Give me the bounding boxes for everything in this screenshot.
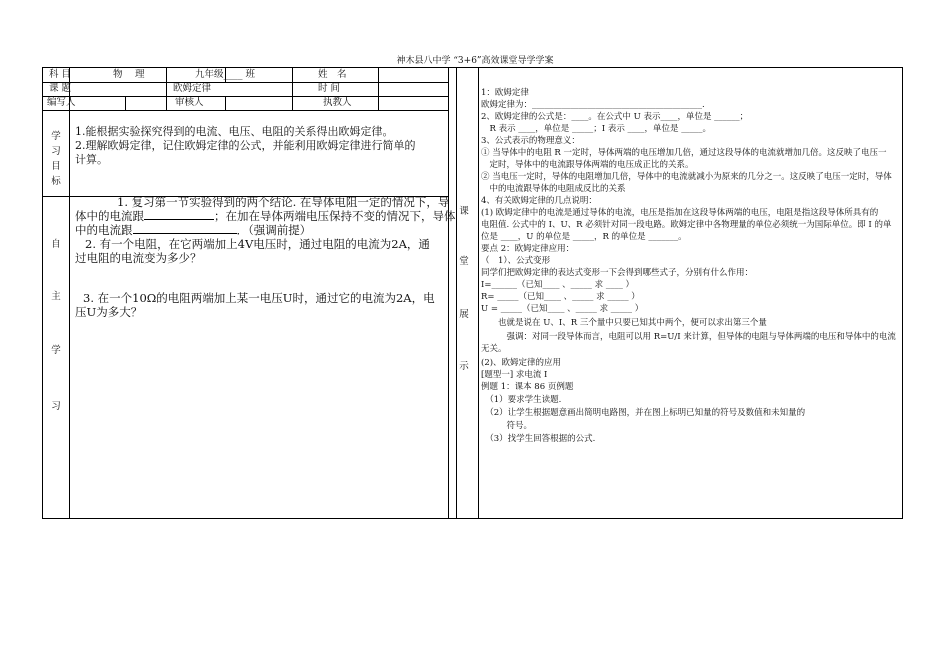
- teacher-label: 执教人: [323, 97, 352, 108]
- display-line: （1）要求学生读题.: [481, 395, 562, 405]
- display-line: 要点 2：欧姆定律应用：: [481, 244, 575, 254]
- right-label-column-divider: [478, 68, 479, 518]
- question-3-line-2: 压U为多大？: [75, 305, 143, 319]
- display-line: (1) 欧姆定律中的电流是通过导体的电流，电压是指加在这段导体两端的电压，电阻是指这段导体所具有的: [481, 208, 879, 218]
- lesson-table: [42, 67, 903, 519]
- question-3-line-1: 3. 在一个10Ω的电阻两端加上某一电压U时，通过它的电流为2A，电: [83, 291, 435, 305]
- student-name-label: 姓 名: [318, 69, 347, 80]
- display-line: 例题 1：课本 86 页例题: [481, 382, 574, 392]
- display-line: 位是 ____，U 的单位是 _____，R 的单位是 _______。: [481, 232, 687, 242]
- display-line: 符号。: [481, 421, 533, 431]
- display-line: 2、欧姆定律的公式是：____。在公式中 U 表示____，单位是 ______；: [481, 112, 749, 122]
- time-label: 时 间: [318, 83, 341, 94]
- display-line: I=______（已知____ 、_____ 求 ____ ）: [481, 280, 635, 290]
- question-1-line-3-start: 中的电流跟: [75, 223, 133, 237]
- display-line: 欧姆定律为：________________________________________.: [481, 100, 705, 110]
- display-line: U = _____（已知____ 、_____ 求 _____ ）: [481, 304, 644, 314]
- display-side-char-1: 课: [459, 206, 469, 217]
- display-line: ② 当电压一定时，导体的电阻增加几倍，导体中的电流就减小为原来的几分之一。这反映了电压一定时，导体: [481, 172, 892, 182]
- question-1-line-1: 1. 复习第一节实验得到的两个结论. 在导体电阻一定的情况下，导: [117, 195, 450, 209]
- self-study-side-char-3: 学: [51, 345, 61, 356]
- question-1-line-2-end: ；在加在导体两端电压保持不变的情况下，导体: [214, 209, 456, 223]
- display-line: （3）找学生回答根据的公式.: [481, 434, 596, 444]
- center-divider-right: [456, 68, 457, 518]
- display-line: R 表示 ____，单位是 _____；I 表示 ____，单位是 _____。: [481, 124, 711, 134]
- question-1-line-2-start: 体中的电流跟: [75, 209, 144, 223]
- display-line: (2)、欧姆定律的应用: [481, 358, 562, 368]
- display-line: 中的电流跟导体的电阻成反比的关系: [481, 184, 626, 194]
- goal-line-1: 1.能根据实验探究得到的电流、电压、电阻的关系得出欧姆定律。: [75, 125, 394, 138]
- display-side-char-4: 示: [459, 361, 469, 372]
- question-2-line-2: 过电阻的电流变为多少？: [75, 251, 202, 265]
- display-line: 3、公式表示的物理意义：: [481, 136, 580, 146]
- display-line: 无关。: [481, 344, 507, 354]
- center-divider-left: [448, 68, 449, 518]
- self-study-side-char-2: 主: [51, 291, 61, 302]
- left-label-column-divider: [69, 68, 70, 518]
- goal-line-2: 2.理解欧姆定律，记住欧姆定律的公式，并能利用欧姆定律进行简单的: [75, 139, 416, 152]
- topic-value: 欧姆定律: [173, 83, 212, 94]
- display-line: 1：欧姆定律: [481, 88, 529, 98]
- display-line: R= _____（已知____ 、_____ 求 _____ ）: [481, 292, 640, 302]
- reviewer-label: 审核人: [175, 97, 204, 108]
- display-line: 同学们把欧姆定律的表达式变形一下会得到哪些式子，分别有什么作用：: [481, 268, 754, 278]
- display-line: 定时，导体中的电流跟导体两端的电压成正比的关系。: [481, 160, 694, 170]
- question-2-line-1: 2. 有一个电阻，在它两端加上4V电压时，通过电阻的电流为2A，通: [85, 237, 430, 251]
- goals-side-char-2: 习: [51, 146, 61, 157]
- display-line: （ 1）、公式变形: [481, 256, 551, 266]
- writer-label: 编写人: [47, 97, 76, 108]
- self-study-side-char-4: 习: [51, 401, 61, 412]
- display-line: 电阻值. 公式中的 I、U、R 必须针对同一段电路。欧姆定律中各物理量的单位必须统一为国际单位。即 I 的单: [481, 220, 892, 230]
- info-row-divider-1: [43, 82, 449, 83]
- display-line: （2）让学生根据题意画出简明电路图，并在图上标明已知量的符号及数值和未知量的: [481, 408, 806, 418]
- display-line: 强调：对同一段导体而言，电阻可以用 R=U/I 来计算，但导体的电阻与导体两端的电压和导体中的电流: [481, 332, 896, 342]
- display-side-char-2: 堂: [459, 256, 469, 267]
- goals-side-char-3: 目: [51, 161, 61, 172]
- display-line: [题型一] 求电流 I: [481, 370, 548, 380]
- display-side-char-3: 展: [459, 309, 469, 320]
- question-1-blank-2[interactable]: [133, 223, 237, 234]
- page-header-title: 神木县八中学 “3+6”高效课堂导学学案: [396, 56, 554, 66]
- question-1-blank-1[interactable]: [144, 209, 214, 220]
- grade-class-field[interactable]: 九年级____ 班: [195, 69, 256, 80]
- goal-line-3: 计算。: [75, 153, 108, 166]
- subject-value: 物 理: [113, 69, 145, 80]
- display-line: ① 当导体中的电阻 R 一定时，导体两端的电压增加几倍，通过这段导体的电流就增加几倍。这反映了电压一: [481, 148, 887, 158]
- topic-label: 课 题: [49, 83, 72, 94]
- self-study-side-char-1: 自: [51, 239, 61, 250]
- display-line: 也就是说在 U、I、R 三个量中只要已知其中两个，便可以求出第三个量: [481, 318, 767, 328]
- display-line: 4、有关欧姆定律的几点说明：: [481, 196, 597, 206]
- goals-side-char-4: 标: [51, 176, 61, 187]
- info-row-divider-2: [43, 96, 449, 97]
- goals-side-char-1: 学: [51, 131, 61, 142]
- info-row-divider-3: [43, 110, 449, 111]
- question-1-line-3-end: ．（强调前提）: [236, 223, 312, 237]
- subject-label: 科 目: [49, 69, 72, 80]
